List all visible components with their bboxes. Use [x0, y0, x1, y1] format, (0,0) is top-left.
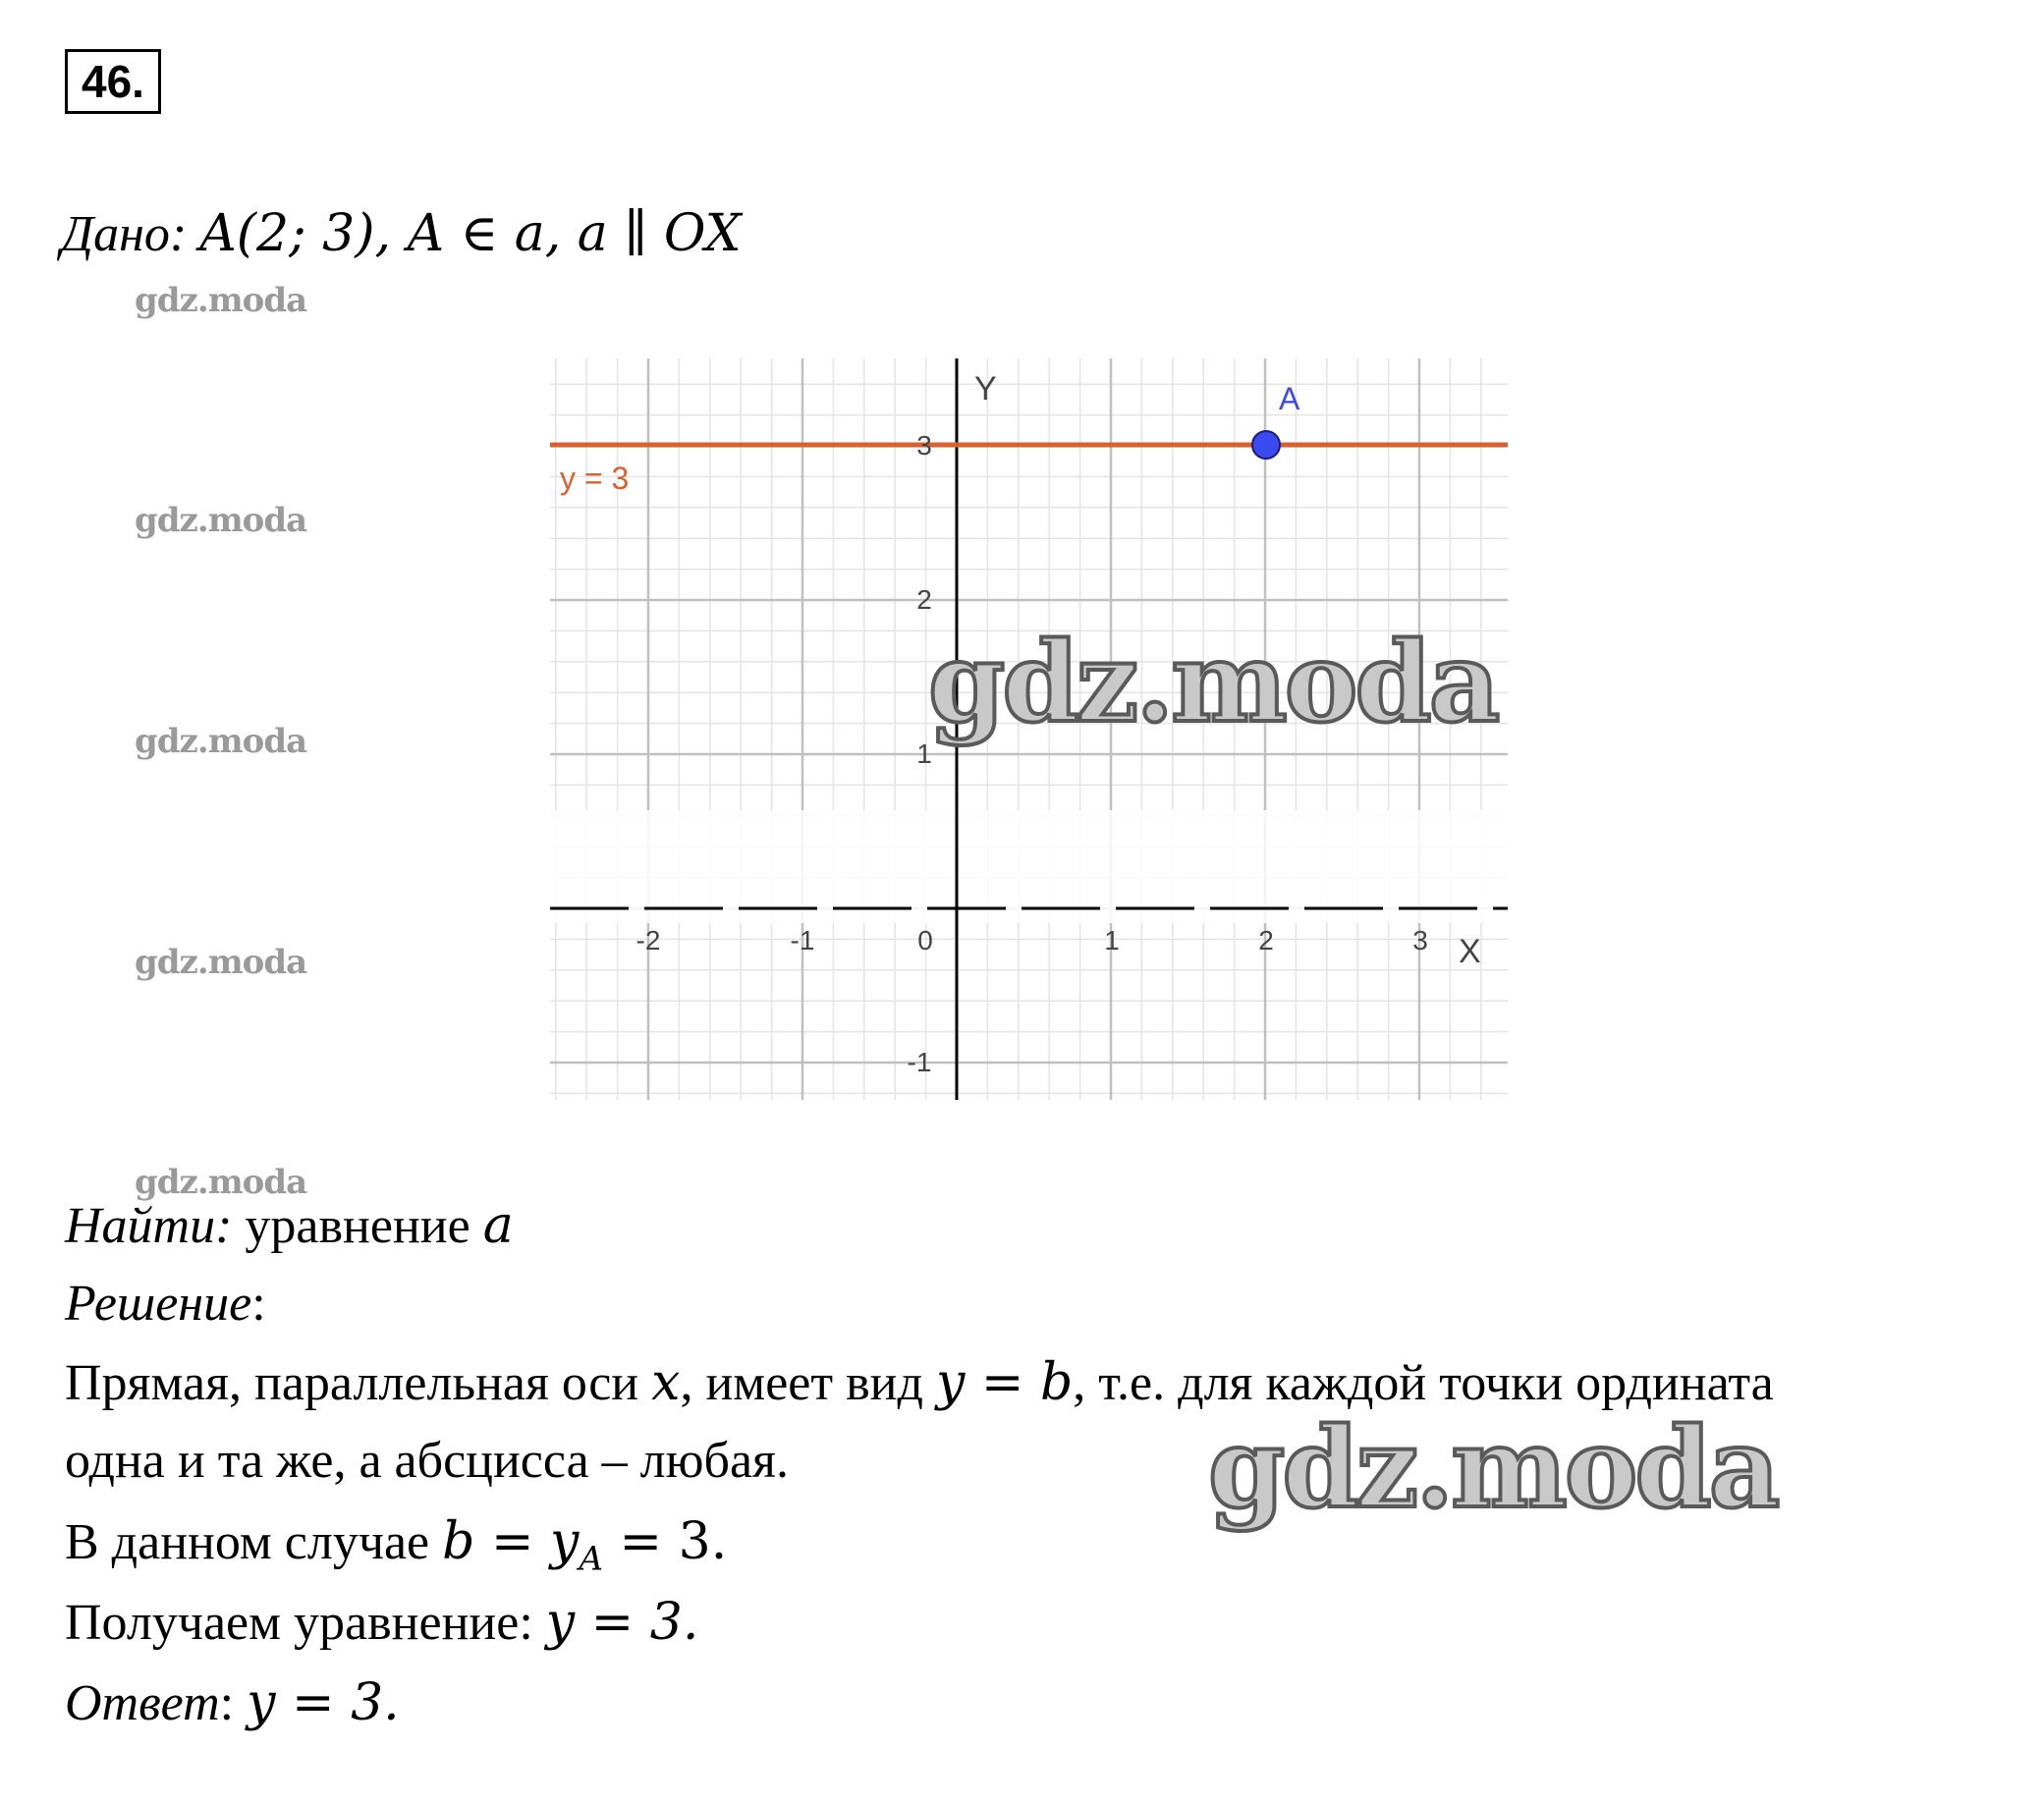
erased-band: [550, 810, 1508, 923]
solution-line-1-math-a: x: [651, 1353, 681, 1412]
given-expression: A(2; 3), A ∈ a, a ∥ OX: [199, 204, 742, 263]
watermark-large-2: gdz.moda: [1208, 1404, 1778, 1533]
y-tick-label: 1: [916, 738, 932, 769]
given-line: [61, 204, 742, 263]
solution-line-1: [65, 1353, 1774, 1412]
solution-line-3-math-b: = 3.: [603, 1512, 728, 1571]
solution-colon: :: [251, 1276, 266, 1332]
point-a-label: A: [1279, 381, 1300, 416]
find-line: [65, 1196, 514, 1255]
solution-line-2: одна и та же, а абсцисса – любая.: [65, 1433, 789, 1489]
watermark-large-1: gdz.moda: [928, 619, 1498, 747]
solution-line-4: [65, 1593, 698, 1652]
problem-number: 46.: [65, 49, 161, 114]
x-tick-label: 1: [1104, 925, 1120, 956]
solution-line-3-text: В данном случае: [65, 1514, 443, 1570]
x-tick-label: -2: [635, 925, 661, 956]
x-axis-label: X: [1459, 933, 1481, 970]
answer-label: Ответ: [65, 1675, 220, 1731]
answer-line: [65, 1673, 400, 1732]
y-axis-label: Y: [974, 370, 997, 408]
watermark-4: gdz.moda: [135, 943, 307, 982]
x-tick-label: -1: [790, 925, 815, 956]
watermark-2: gdz.moda: [135, 501, 307, 540]
x-tick-label: 0: [917, 925, 933, 956]
answer-expression: y = 3.: [247, 1673, 400, 1732]
watermark-5: gdz.moda: [135, 1163, 307, 1202]
y-tick-label: -1: [907, 1047, 932, 1077]
x-tick-label: 3: [1412, 925, 1428, 956]
line-label: y = 3: [560, 461, 630, 496]
find-label: Найти:: [65, 1198, 233, 1254]
x-tick-label: 2: [1258, 925, 1274, 956]
y-tick-label: 3: [916, 430, 932, 461]
solution-line-1-text-b: , имеет вид: [680, 1355, 936, 1411]
watermark-1: gdz.moda: [135, 281, 307, 320]
solution-line-3-subscript: A: [579, 1539, 603, 1579]
solution-line-1-math-b: y = b: [935, 1353, 1074, 1412]
y-tick-label: 2: [916, 584, 932, 615]
solution-line-1-text-a: Прямая, параллельная оси: [65, 1355, 652, 1411]
point-a: [1252, 431, 1280, 459]
solution-line-1-text-c: , т.е. для каждой точки ордината: [1073, 1355, 1774, 1411]
find-variable: a: [482, 1196, 514, 1255]
given-label: Дано:: [61, 206, 188, 262]
solution-line-3-math-a: b = y: [442, 1512, 580, 1571]
solution-label-line: [65, 1275, 266, 1333]
answer-colon: :: [219, 1675, 235, 1731]
solution-label: Решение: [65, 1276, 252, 1332]
solution-line-3: [65, 1512, 727, 1578]
solution-line-4-text: Получаем уравнение:: [65, 1595, 546, 1651]
solution-line-4-math: y = 3.: [545, 1593, 699, 1652]
watermark-3: gdz.moda: [135, 722, 307, 761]
find-text: уравнение: [245, 1198, 470, 1254]
